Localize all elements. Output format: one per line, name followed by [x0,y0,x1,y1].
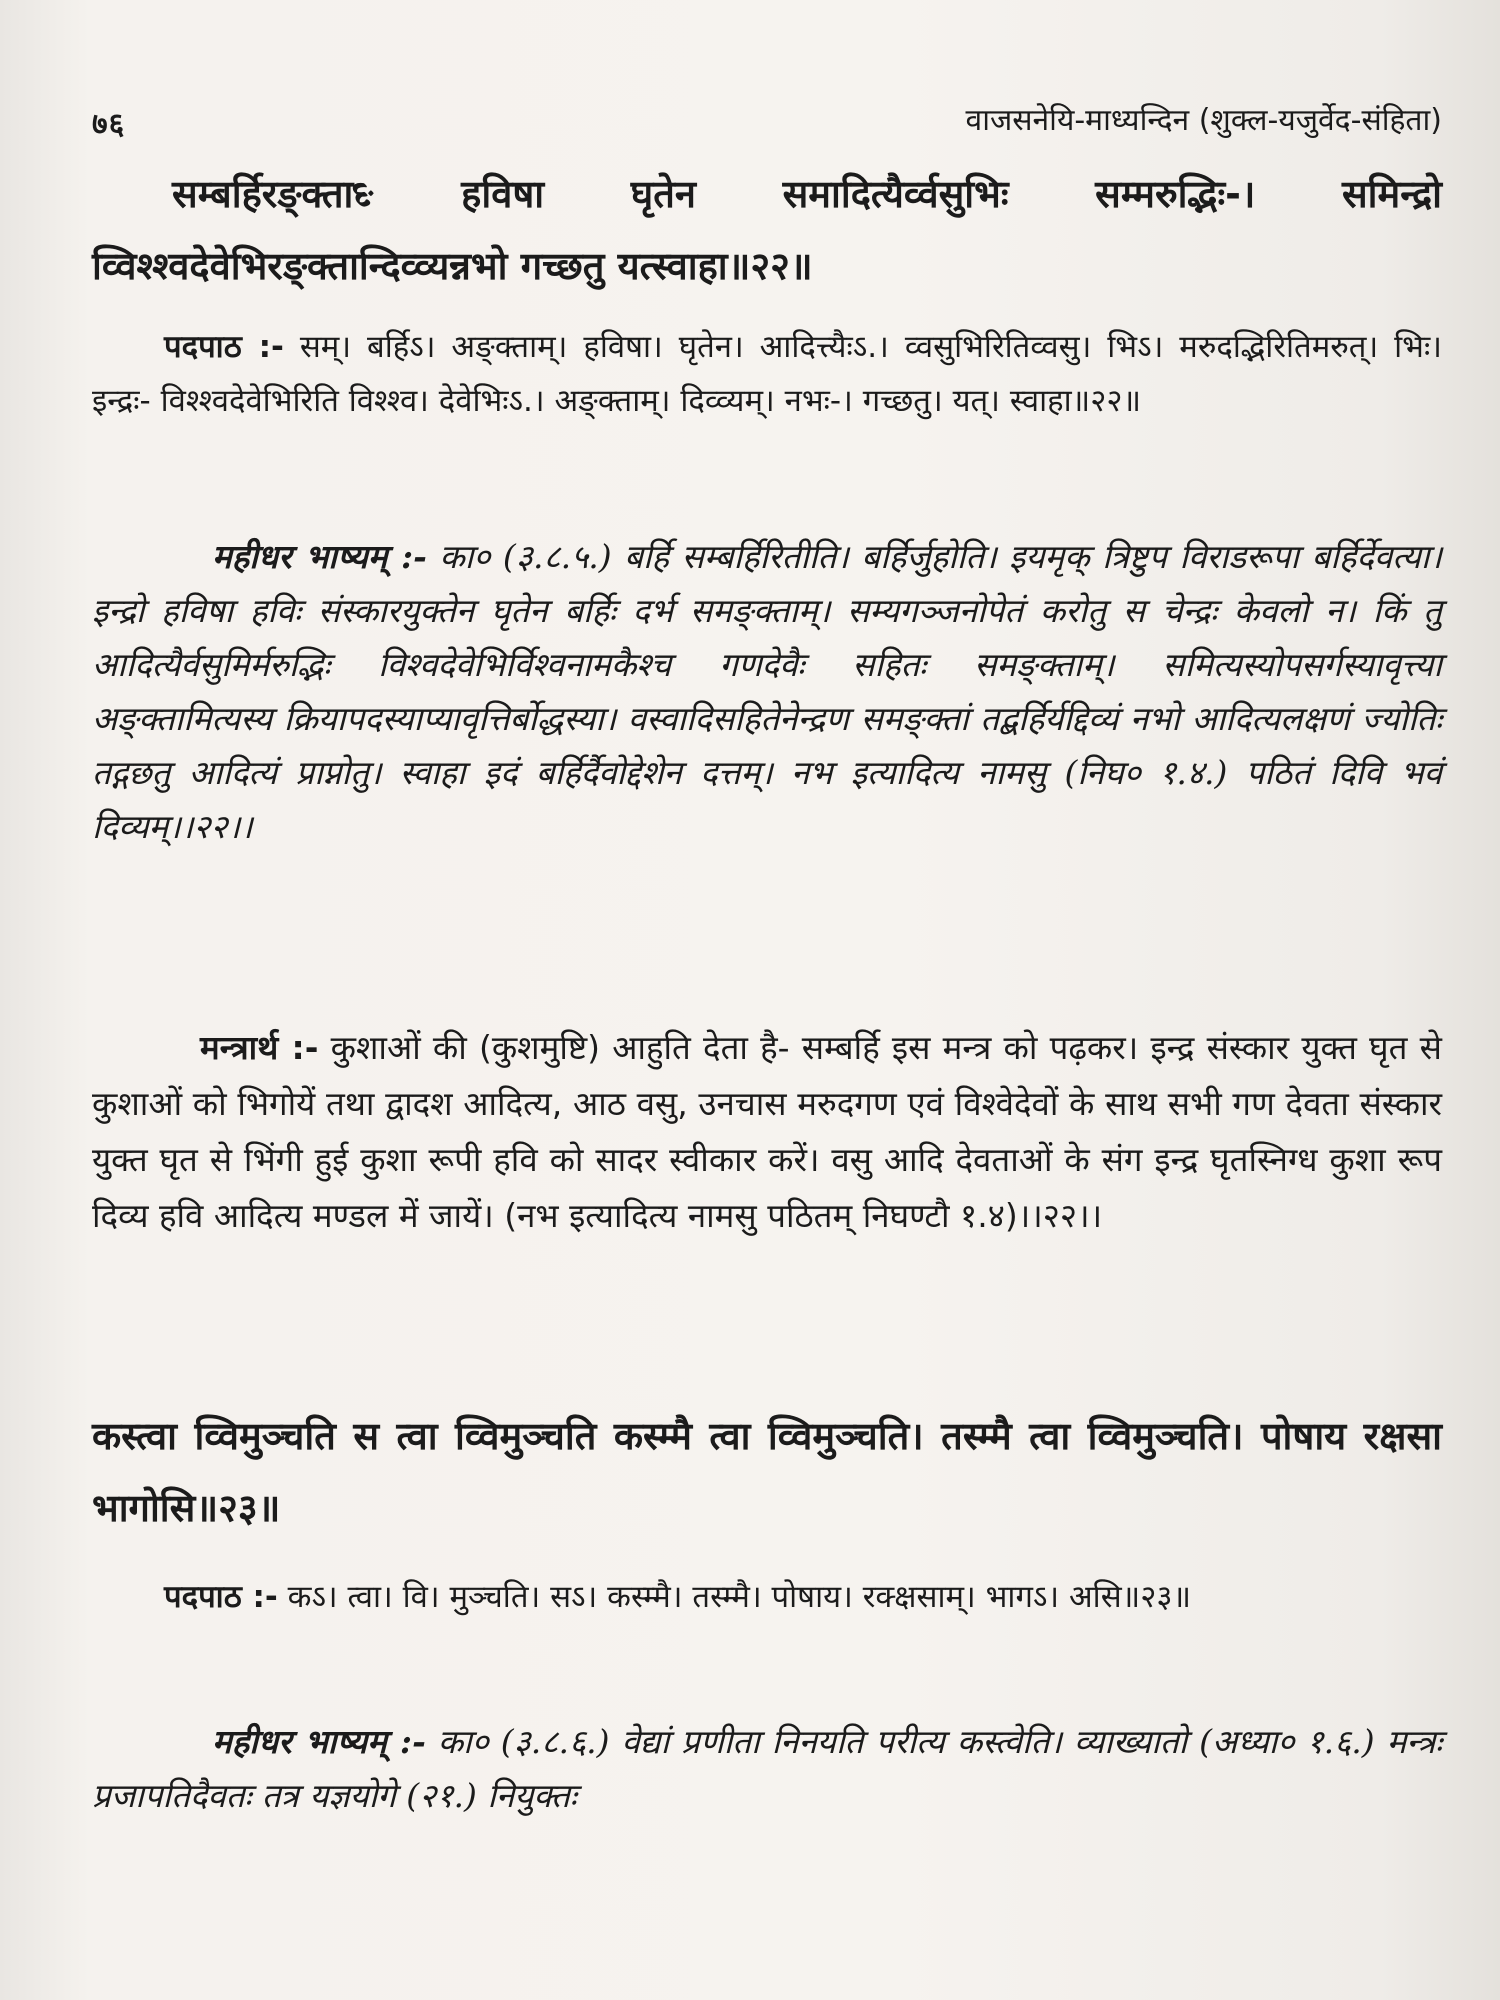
running-title: वाजसनेयि-माध्यन्दिन (शुक्ल-यजुर्वेद-संहिता) [965,103,1442,138]
mantrartha-22 [92,1020,1442,1244]
page-number: ७६ [92,107,126,142]
mahidhara-bhashya-22 [92,530,1442,854]
padapatha-22-label: पदपाठ :- [164,329,284,365]
page-header [92,98,1442,142]
mantrartha-22-label: मन्त्रार्थ :- [200,1028,319,1067]
mantrartha-22-text: कुशाओं की (कुशमुष्टि) आहुति देता है- सम्बर्हि इस मन्त्र को पढ़कर। इन्द्र संस्कार युक्त घृत से कुशाओं को भिगोयें तथा द्वादश आदित्य, आठ वसु, उनचास मरुदगण एवं विश्वेदेवों के साथ सभी गण देवता संस्कार युक्त घृत से भिंगी हुई कुशा रूपी हवि को सादर स्वीकार करें। वसु आदि देवताओं के संग इन्द्र घृतस्निग्ध कुशा रूप दिव्य हवि आदित्य मण्डल में जायें। (नभ इत्यादित्य नामसु पठितम् निघण्टौ १.४)।।२२।। [92,1028,1442,1235]
bhashya-22-text: का० (३.८.५.) बर्हि सम्बर्हिरितीति। बर्हिर्जुहोति। इयमृक् त्रिष्टुप विराडरूपा बर्हिर्देवत्या। इन्द्रो हविषा हविः संस्कारयुक्तेन घृतेन बर्हिः दर्भ समङ्क्ताम्। सम्यगञ्जनोपेतं करोतु स चेन्द्रः केवलो न। किं तु आदित्यैर्वसुमिर्मरुद्भिः विश्वदेवेभिर्विश्वनामकैश्च गणदेवैः सहितः समङ्क्ताम्। समित्यस्योपसर्गस्यावृत्त्या अङ्क्तामित्यस्य क्रियापदस्याप्यावृत्तिर्बोद्धस्या। वस्वादिसहितेनेन्द्रण समङ्क्तां तद्बर्हिर्यद्दिव्यं नभो आदित्यलक्षणं ज्योतिः तद्गछतु आदित्यं प्राप्नोतु। स्वाहा इदं बर्हिर्दैवोद्देशेन दत्तम्। नभ इत्यादित्य नामसु (निघ० १.४.) पठितं दिवि भवं दिव्यम्।।२२।। [92,537,1442,846]
padapatha-22-text: सम्। बर्हिऽ। अङ्क्ताम्। हविषा। घृतेन। आदित्त्यैःऽ.। व्वसुभिरितिव्वसु। भिऽ। मरुदद्भिरितिमरुत्। भिः। इन्द्रः- विश्श्वदेवेभिरिति विश्श्व। देवेभिःऽ.। अङ्क्ताम्। दिव्व्यम्। नभः-। गच्छतु। यत्। स्वाहा॥२२॥ [92,329,1442,419]
mahidhara-bhashya-23 [92,1715,1442,1823]
padapatha-23-text: कऽ। त्वा। वि। मुञ्चति। सऽ। कस्म्मै। तस्म्मै। पोषाय। रक्क्षसाम्। भागऽ। असि॥२३॥ [277,1579,1192,1615]
mantra-22 [92,158,1442,302]
bhashya-23-text: का० (३.८.६.) वेद्यां प्रणीता निनयति परीत्य कस्त्वेति। व्याख्यातो (अध्या० १.६.) मन्त्रः प्रजापतिदैवतः तत्र यज्ञयोगे (२१.) नियुक्तः [92,1722,1442,1815]
mantra-23-text: कस्त्वा व्विमुञ्चति स त्वा व्विमुञ्चति कस्म्मै त्वा व्विमुञ्चति। तस्म्मै त्वा व्विमुञ्चति। पोषाय रक्षसा भागोसि॥२३॥ [92,1414,1442,1530]
padapatha-22 [92,320,1442,428]
mantra-22-text: सम्बर्हिरङ्क्ताᳮ हविषा घृतेन समादित्यैर्व्वसुभिः सम्मरुद्भिः-। समिन्द्रो व्विश्श्वदेवेभिरङ्क्तान्दिव्व्यन्नभो गच्छतु यत्स्वाहा॥२२॥ [92,172,1442,288]
bhashya-22-label: महीधर भाष्यम् :- [212,537,427,576]
padapatha-23 [92,1570,1442,1624]
bhashya-23-label: महीधर भाष्यम् :- [212,1722,426,1761]
mantra-23 [92,1400,1442,1544]
padapatha-23-label: पदपाठ :- [164,1579,278,1615]
